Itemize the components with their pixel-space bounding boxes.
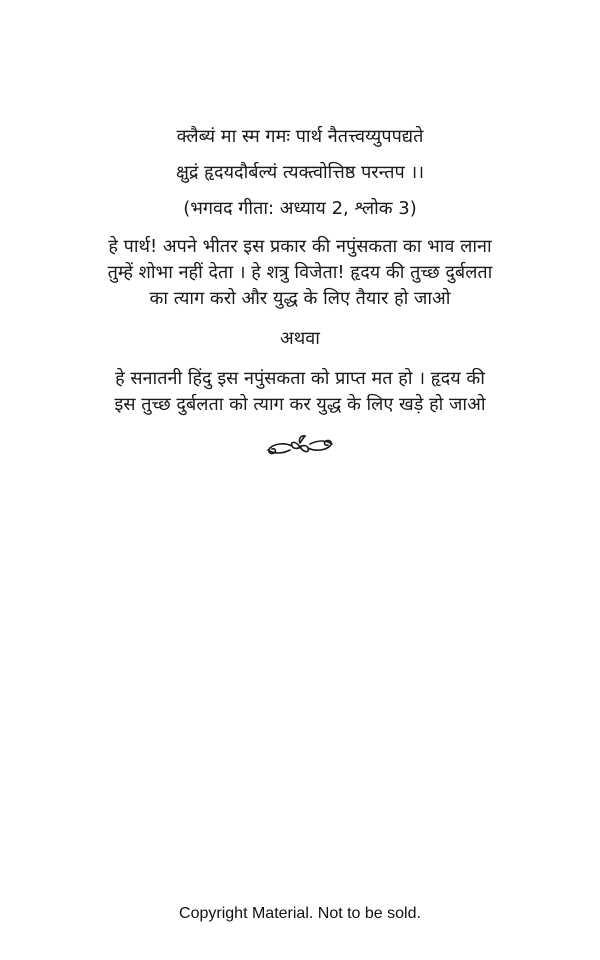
translation-line: का त्याग करो और युद्ध के लिए तैयार हो जाओ	[149, 288, 451, 309]
separator-word: अथवा	[280, 328, 320, 349]
alternate-line: इस तुच्छ दुर्बलता को त्याग कर युद्ध के लिए खड़े हो जाओ	[114, 394, 486, 415]
translation-line: हे पार्थ! अपने भीतर इस प्रकार की नपुंसकता का भाव लाना	[108, 236, 492, 257]
translation-paragraph	[90, 234, 510, 312]
page-content	[90, 124, 510, 462]
flourish-ornament-icon	[262, 432, 338, 462]
verse-line-2: क्षुद्रं हृदयदौर्बल्यं त्यक्त्वोत्तिष्ठ परन्तप ।।	[175, 162, 425, 183]
verse-citation: (भगवद गीता: अध्याय 2, श्लोक 3)	[183, 198, 417, 219]
verse-line-1: क्लैब्यं मा स्म गमः पार्थ नैतत्त्वय्युपपद्यते	[176, 126, 424, 147]
alternate-paragraph	[90, 366, 510, 418]
translation-line: तुम्हें शोभा नहीं देता । हे शत्रु विजेता! हृदय की तुच्छ दुर्बलता	[107, 262, 493, 283]
alternate-line: हे सनातनी हिंदु इस नपुंसकता को प्राप्त मत हो । हृदय की	[115, 368, 485, 389]
copyright-notice: Copyright Material. Not to be sold.	[179, 905, 421, 922]
